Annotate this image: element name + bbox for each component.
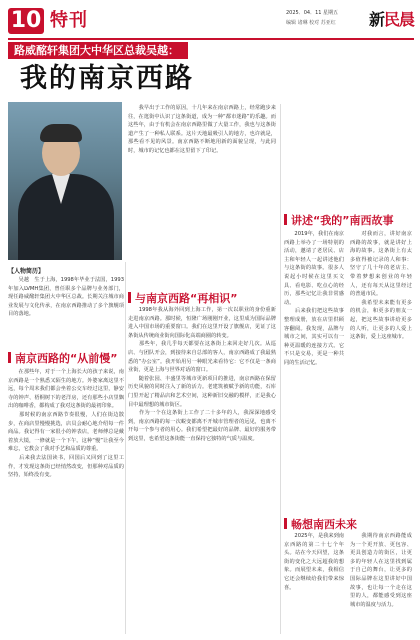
section-label: 特刊 — [50, 10, 88, 31]
section-body-3a: 2019年，我们在南京西路上举办了一场特别的活动，邀请了老居民、店主和年轻人一起讲述他们与这条街的故事。很多人说起小时候在这里买文具、看电影、吃点心的经历，那些记忆让我非常感动。 后来我们把这些故事整理成册，放在店里供顾客翻阅。我发现，品牌与城市之间，其实可以有一种更温暖的连接方式。它不只是交易，更是一种共同的生活记忆。 — [284, 231, 344, 366]
bio-text: 吴越 生于上海，1998年毕业于法国，1993年加入LVMH集团，曾任职多个品牌与业务部门，现任路威酩轩集团大中华区总裁。长期关注城市商业发展与文化传承，在南京西路推动了多个旗舰项目的落地。 — [8, 277, 124, 318]
section-heading-1-text: 南京西路的“从前慢” — [15, 352, 118, 365]
section-heading-2-text: 与南京西路“再相识” — [135, 292, 238, 305]
editor-credit: 编辑 诸琳 校对 苏亚红 — [286, 20, 336, 26]
section-heading-4-text: 畅想南西未来 — [291, 518, 357, 531]
logo-text-b: 民晨 — [383, 10, 414, 29]
column-divider — [280, 104, 281, 634]
section-heading-1 — [8, 352, 117, 366]
heading-bar-icon — [128, 292, 131, 303]
section-heading-3-text: 讲述“我的”南西故事 — [291, 214, 394, 227]
portrait-photo — [8, 102, 122, 260]
section-heading-4 — [284, 518, 357, 532]
issue-date: 2025．04．11 星期五 — [286, 10, 339, 16]
section-body-4a: 2025年，是我来到南京西路的第二十七个年头。站在今天回望，这条街的变化之大远超我的想象。而展望未来，我相信它还会继续给我们带来惊喜。 — [284, 533, 344, 591]
photo-hair — [40, 124, 82, 142]
subtitle-banner: 路威酩轩集团大中华区总裁吴越： — [8, 42, 188, 59]
heading-bar-icon — [284, 518, 287, 529]
heading-bar-icon — [8, 352, 11, 363]
section-body-2: 1998年我从海外回到上海工作，第一次以职业的身份重新走进南京西路。那时候，恒隆广场刚刚开业，这里成为国际品牌进入中国市场的重要窗口。我们在这里开设了旗舰店，见证了这条街从传统商业街向国际化高端商圈的转变。 那些年，我几乎每天都要在这条街上来回走好几次。从巡店、与团队开会，到接待来自总部的客人，南京西路成了我最熟悉的“办公室”。我开始用另一种眼光来看待它：它不仅是一条商业街，更是上海与世界对话的窗口。 随着张园、丰盛里等城市更新项目的推进，南京西路在保留历史风貌的同时注入了新的活力。老建筑被赋予新的功能，石库门里开起了精品店和艺术空间，这种新旧交融的模样，正是我心目中最理想的城市街区。 作为一个在这条街上工作了二十多年的人，我深深地感受到，南京西路的每一次蜕变都离不开城市管理者的远见，也离不开每一个参与者的用心。我们希望把最好的品牌、最好的服务带到这里，也希望这条街能一直保持它独特的气质与温度。 — [128, 307, 276, 442]
section-body-3b: 对我而言，讲好南京西路的故事，就是讲好上海的故事。这条街上有太多值得被记录的人和事：坚守了几十年的老店主、带着梦想来创业的年轻人，还有每天从这里经过的普通市民。 我希望未来能有更多的机会，和更多的朋友一起，把这些故事讲给更多的人听，让更多的人爱上这条街，爱上这座城市。 — [350, 231, 412, 341]
section-heading-2 — [128, 292, 237, 306]
section-body-4b: 我期待南京西路能成为一个更开放、更包容、更具创造力的街区，让更多的年轻人在这里找到属于自己的舞台，让更多的国际品牌在这里讲好中国故事，也让每一个走在这里的人，都能感受到这座城市的温度与活力。 — [350, 533, 412, 608]
column-divider — [125, 262, 126, 634]
newspaper-logo — [360, 6, 414, 34]
bio-heading: 【人物简历】 — [8, 268, 45, 275]
heading-bar-icon — [284, 214, 287, 225]
page-number: 10 — [8, 8, 44, 34]
section-heading-3 — [284, 214, 393, 228]
section-body-1: 在那些年，对于一个上海长大的孩子来说，南京西路是一个熟悉又陌生的地方。外婆家离这里不远，每个周末我们都会坐着公交车经过这里，静安寺的钟声、梧桐树下的老洋房，还有那些小店里飘出的咖啡香，都构成了我对这条街的最初印象。 那时候的南京西路节奏很慢，人们在街边散步，在商店里慢慢挑选，店员会耐心地介绍每一件商品。我记得有一家很小的钟表店，老师傅总是戴着放大镜，一修就是一个下午。这种“慢”让我至今难忘，它教会了我对手艺和品质的尊重。 后来我去法国读书，回国后又回到了这里工作，才发现这条街已经悄然改变，但那种对品质的坚持，始终没有变。 — [8, 369, 124, 479]
header-rule — [8, 38, 414, 40]
article-title: 我的南京西路 — [20, 63, 194, 94]
logo-text-a: 新 — [368, 10, 384, 29]
intro-paragraph: 我早出于工作的原因，十几年来在南京西路上，经常跑步来往，在逛街中认识了这条街道，成为一种“都市迷路”的乐趣。而这些年，由于有机会在南京西路里做了大量工作，我也与这条街道产生了一种私人联系。这片天地最吸引人的地方，也许就是，那些看不见的风景。南京西路不断地用新的面貌呈现，与此同时，城市的记忆也都在这里留下了印记。 — [128, 105, 276, 154]
